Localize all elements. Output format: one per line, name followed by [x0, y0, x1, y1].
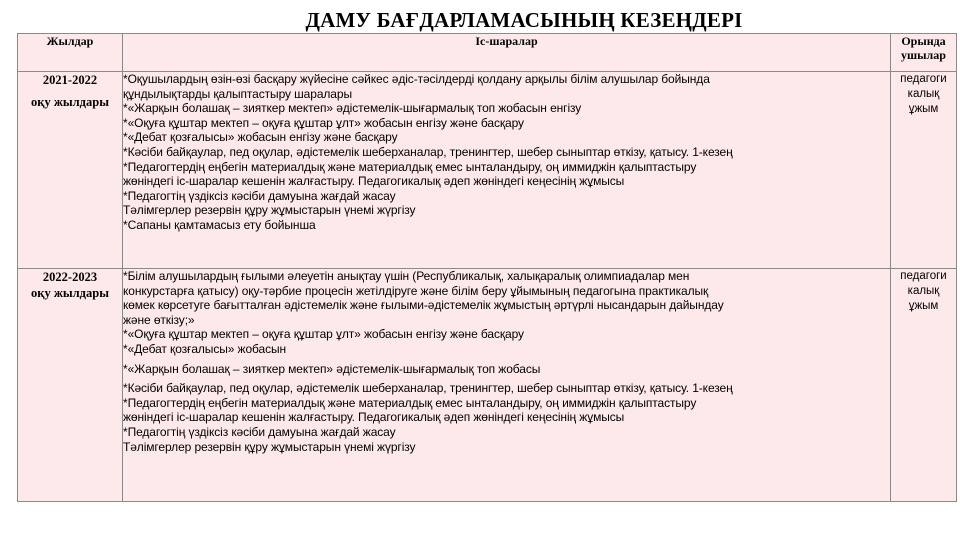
- activity-line: *Оқушылардың өзін-өзі басқару жүйесіне сәйкес әдіс-тәсілдерді қолдану арқылы білім алушылар бойында: [123, 72, 710, 86]
- activity-line: Тәлімгерлер резервін құру жұмыстарын үнемі жүргізу: [123, 439, 416, 454]
- activity-line: *«Дебат қозғалысы» жобасын енгізу және басқару: [123, 130, 398, 145]
- row-year-cell: [18, 269, 123, 502]
- organizer-line: ұжым: [908, 300, 939, 312]
- activity-line: конкурстарға қатысу) оқу-тәрбие процесін жетілдіруге және білім беру ұйымының педагогына практикалық: [123, 283, 709, 298]
- row-activities-cell: [123, 269, 891, 502]
- activity-line: *Педагогтің үздіксіз кәсіби дамуына жағдай жасау: [123, 424, 396, 439]
- activity-line: жөніндегі іс-шаралар кешенін жалғастыру. Педагогикалық әдеп жөніндегі кеңесінің жұмысы: [123, 410, 625, 425]
- organizer-line: педагоги: [900, 270, 947, 282]
- header-organizers: [891, 34, 957, 72]
- table-row: [18, 72, 957, 269]
- activity-line: жөніндегі іс-шаралар кешенін жалғастыру. Педагогикалық әдеп жөніндегі кеңесінің жұмысы: [123, 174, 625, 189]
- activity-line: Тәлімгерлер резервін құру жұмыстарын үнемі жүргізу: [123, 203, 416, 218]
- activity-line: және өткізу;»: [123, 312, 195, 327]
- row-organizer-cell: [891, 72, 957, 269]
- table-header-row: [18, 34, 957, 72]
- activity-line: көмек көрсетуге бағытталған әдістемелік және ғылыми-әдістемелік жұмыстың әртүрлі нысандарын дайындау: [123, 298, 724, 313]
- header-activities: Іс-шаралар: [123, 34, 891, 72]
- development-plan-table: [17, 33, 957, 502]
- activity-line: *Білім алушылардың ғылыми әлеуетін анықтау үшін (Республикалық, халықаралық олимпиадалар мен: [123, 269, 690, 283]
- row-activities-cell: [123, 72, 891, 269]
- activity-line: *«Жарқын болашақ – зияткер мектеп» әдістемелік-шығармалық топ жобасын енгізу: [123, 101, 582, 116]
- activity-line: *«Оқуға құштар мектеп – оқуға құштар ұлт» жобасын енгізу және басқару: [123, 115, 524, 130]
- header-organizers-line1: Орында: [901, 34, 946, 48]
- activity-line: *Кәсіби байқаулар, пед оқулар, әдістемелік шеберханалар, тренингтер, шебер сыныптар өткізу, қатысу. 1-кезең: [123, 381, 733, 396]
- row-year-suffix: оқу жылдары: [31, 286, 109, 300]
- activity-line: *Педагогтердің еңбегін материалдық және материалдық емес ынталандыру, оң иммиджін қалыптастыру: [123, 159, 697, 174]
- organizer-line: ұжым: [908, 103, 939, 115]
- activity-line: *Кәсіби байқаулар, пед оқулар, әдістемелік шеберханалар, тренингтер, шебер сыныптар өткізу, қатысу. 1-кезең: [123, 144, 733, 159]
- organizer-line: калық: [907, 88, 940, 100]
- row-year: 2021-2022: [42, 73, 98, 87]
- activity-line: *Педагогтердің еңбегін материалдық және материалдық емес ынталандыру, оң иммиджін қалыптастыру: [123, 395, 697, 410]
- header-years: Жылдар: [18, 34, 123, 72]
- row-year: 2022-2023: [42, 270, 98, 284]
- header-organizers-line2: ушылар: [901, 48, 946, 62]
- organizer-line: педагоги: [900, 73, 947, 85]
- activity-line: құндылықтарды қалыптастыру шаралары: [123, 86, 352, 101]
- activity-line: *«Оқуға құштар мектеп – оқуға құштар ұлт» жобасын енгізу және басқару: [123, 327, 524, 342]
- row-organizer-cell: [891, 269, 957, 502]
- table-row: [18, 269, 957, 502]
- activity-line: *«Дебат қозғалысы» жобасын: [123, 341, 287, 356]
- activity-line: *Сапаны қамтамасыз ету бойынша: [123, 217, 316, 232]
- row-year-cell: [18, 72, 123, 269]
- organizer-line: калық: [907, 285, 940, 297]
- activity-line: *Педагогтің үздіксіз кәсіби дамуына жағдай жасау: [123, 188, 396, 203]
- activity-line: *«Жарқын болашақ – зияткер мектеп» әдістемелік-шығармалық топ жобасы: [123, 361, 541, 376]
- row-year-suffix: оқу жылдары: [31, 95, 109, 109]
- page-title: ДАМУ БАҒДАРЛАМАСЫНЫҢ КЕЗЕҢДЕРІ: [305, 8, 743, 32]
